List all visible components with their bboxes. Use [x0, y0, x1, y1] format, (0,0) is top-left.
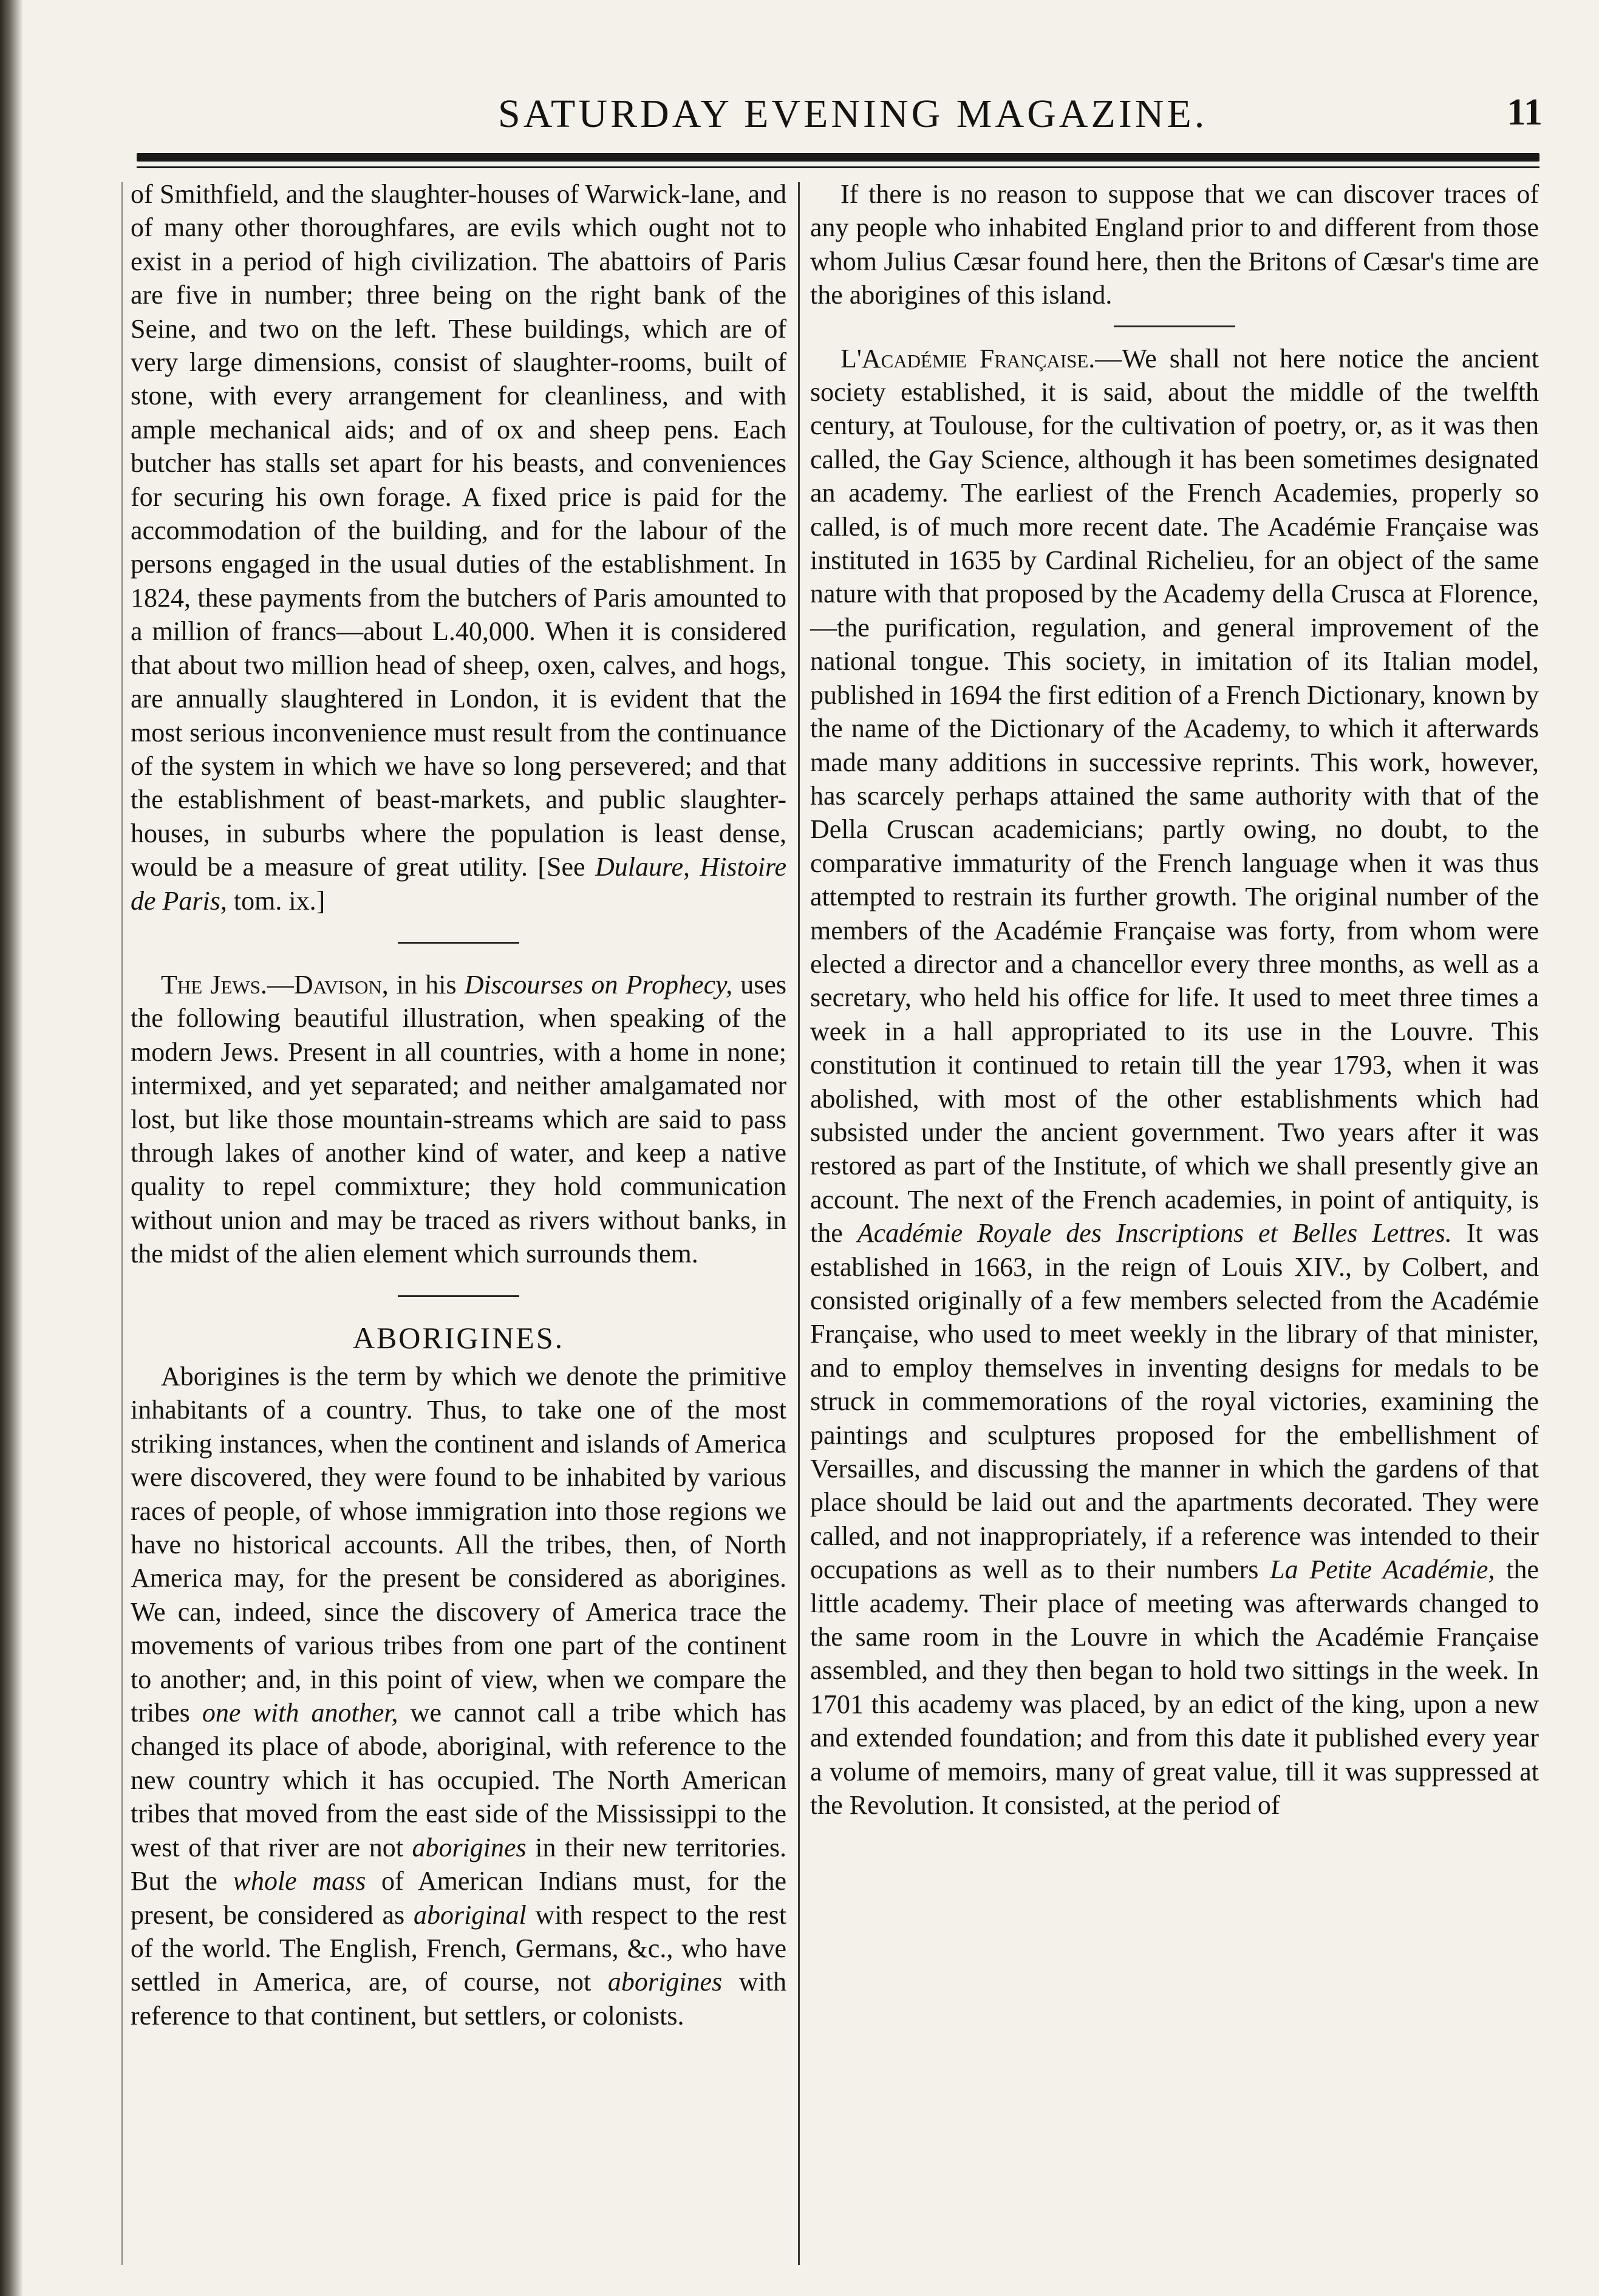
citation-open: [See	[537, 852, 595, 882]
page-title: SATURDAY EVENING MAGAZINE.	[498, 92, 1208, 136]
aborigines-em-2: aborigines	[412, 1832, 527, 1862]
header-rule-thin	[137, 166, 1539, 168]
aborigines-em-1: one with another,	[202, 1698, 398, 1728]
jews-author: Davison,	[293, 969, 389, 1000]
academie-em-1: Académie Royale des Inscriptions et Belles Lettres.	[857, 1218, 1452, 1248]
aborigines-continued-paragraph: If there is no reason to suppose that we can discover traces of any people who inhabited England prior to and different from those whom Julius Cæsar found here, then the Britons of Cæsar's time are the aborigines of this island.	[810, 179, 1539, 310]
section-divider	[398, 942, 519, 944]
margin-rule	[121, 182, 123, 2265]
citation-work: Dulaure, Histoire de Paris,	[131, 852, 787, 916]
aborigines-text-6: with reference to that continent, but settlers, or colonists.	[131, 1967, 786, 2031]
academie-text-1: —We shall not here notice the ancient society established, it is said, about the middle of the twelfth century, at Toulouse, for the cultivation of poetry, or, as it was then called, the Gay Science, although it has been sometimes designated an academy. The earliest of the French Academies, properly so called, is of much more recent date. The Académie Française was instituted in 1635 by Cardinal Richelieu, for an object of the same nature with that proposed by the Academy della Crusca at Florence,—the purification, regulation, and general improvement of the national tongue. This society, in imitation of its Italian model, published in 1694 the first edition of a French Dictionary, known by the name of the Dictionary of the Academy, to which it afterwards made many additions in successive reprints. This work, however, has scarcely perhaps attained the same authority with that of the Della Cruscan academicians; partly owing, no doubt, to the comparative immaturity of the French language when it was thus attempted to restrain its further growth. The original number of the members of the Académie Française was forty, from whom were elected a director and a chancellor every three months, as well as a secretary, who held his office for life. It used to meet three times a week in a hall appropriated to its use in the Louvre. This constitution it continued to retain till the year 1793, when it was abolished, with most of the other establishments which had subsisted under the ancient government. Two years after it was restored as part of the Institute, of which we shall presently give an account. The next of the French academies, in point of antiquity, is the	[810, 343, 1539, 1248]
jews-work: Discourses on Prophecy,	[464, 969, 733, 1000]
aborigines-text-5: with respect to the rest of the world. The English, French, Germans, &c., who have settled in America, are, of course, not	[131, 1899, 787, 1997]
smithfield-text: of Smithfield, and the slaughter-houses of Warwick-lane, and of many other thoroughfares, are evils which ought not to exist in a period of high civilization. The abattoirs of Paris are five in number; three being on the right bank of the Seine, and two on the left. These buildings, which are of very large dimensions, consist of slaughter-rooms, built of stone, with every arrangement for cleanliness, and with ample mechanical aids; and of ox and sheep pens. Each butcher has stalls set apart for his beasts, and conveniences for securing his own forage. A fixed price is paid for the accommodation of the building, and for the labour of the persons engaged in the usual duties of the establishment. In 1824, these payments from the butchers of Paris amounted to a million of francs—about L.40,000. When it is considered that about two million head of sheep, oxen, calves, and hogs, are annually slaughtered in London, it is evident that the most serious inconvenience must result from the continuance of the system in which we have so long persevered; and that the establishment of beast-markets, and public slaughter-houses, in suburbs where the population is least dense, would be a measure of great utility.	[131, 179, 786, 882]
aborigines-text-1: Aborigines is the term by which we denote the primitive inhabitants of a country. Thus, to take one of the most striking instances, when the continent and islands of America were discovered, they were found to be inhabited by various races of people, of whose immigration into those regions we have no historical accounts. All the tribes, then, of North America may, for the present be considered as aborigines. We can, indeed, since the discovery of America trace the movements of various tribes from one part of the continent to another; and, in this point of view, when we compare the tribes	[131, 1361, 786, 1728]
jews-dash: —	[267, 969, 294, 1000]
column-divider	[798, 182, 800, 2265]
aborigines-em-3: whole mass	[233, 1866, 366, 1896]
aborigines-heading: ABORIGINES.	[352, 1320, 565, 1355]
smithfield-paragraph	[131, 177, 786, 918]
aborigines-em-4: aboriginal	[413, 1899, 527, 1930]
jews-text: uses the following beautiful illustration, when speaking of the modern Jews. Present in all countries, with a home in none; intermixed, and yet separated; and neither amalgamated nor lost, but like those mountain-streams which are said to pass through lakes of another kind of water, and keep a native quality to repel commixture; they hold communication without union and may be traced as rivers without banks, in the midst of the alien element which surrounds them.	[131, 969, 787, 1269]
jews-paragraph	[131, 968, 786, 1271]
aborigines-text-4: of American Indians must, for the present, be considered as	[131, 1866, 787, 1930]
academie-text-3: the little academy. Their place of meeting was afterwards changed to the same room in the Louvre in which the Académie Française assembled, and they then began to hold two sittings in the week. In 1701 this academy was placed, by an edict of the king, upon a new and extended foundation; and from this date it published every year a volume of memoirs, many of great value, till it was suppressed at the Revolution. It consisted, at the period of	[810, 1555, 1539, 1821]
academie-text-2: It was established in 1663, in the reign of Louis XIV., by Colbert, and consisted originally of a few members selected from the Académie Française, who used to meet weekly in the library of that minister, and to employ themselves in inventing designs for medals to be struck in commemorations of the royal victories, examining the paintings and sculptures proposed for the embellishment of Versailles, and discussing the manner in which the gardens of that place should be laid out and the apartments decorated. They were called, and not inappropriately, if a reference was intended to their occupations as well as to their numbers	[810, 1218, 1539, 1585]
page-number: 11	[1507, 92, 1543, 133]
binding-edge	[0, 0, 23, 2296]
aborigines-text-2: we cannot call a tribe which has changed its place of abode, aboriginal, with reference to the new country which it has occupied. The North American tribes that moved from the east side of the Mississippi to the west of that river are not	[131, 1698, 786, 1862]
aborigines-paragraph	[131, 1360, 786, 2032]
left-column	[131, 177, 786, 2032]
aborigines-text-3: in their new territories. But the	[131, 1832, 786, 1896]
academie-em-2: La Petite Académie,	[1270, 1555, 1495, 1585]
jews-lead: The Jews.	[161, 969, 267, 1000]
running-head	[0, 91, 1599, 146]
section-divider	[1114, 325, 1235, 327]
citation-close: tom. ix.]	[227, 885, 326, 916]
right-column	[810, 177, 1539, 1822]
academie-lead: L'Académie Française.	[840, 343, 1096, 373]
section-divider	[398, 1295, 519, 1297]
aborigines-em-5: aborigines	[607, 1967, 723, 1997]
header-rule	[137, 153, 1539, 162]
jews-intro: in his	[388, 969, 465, 1000]
academie-paragraph	[810, 342, 1539, 1822]
